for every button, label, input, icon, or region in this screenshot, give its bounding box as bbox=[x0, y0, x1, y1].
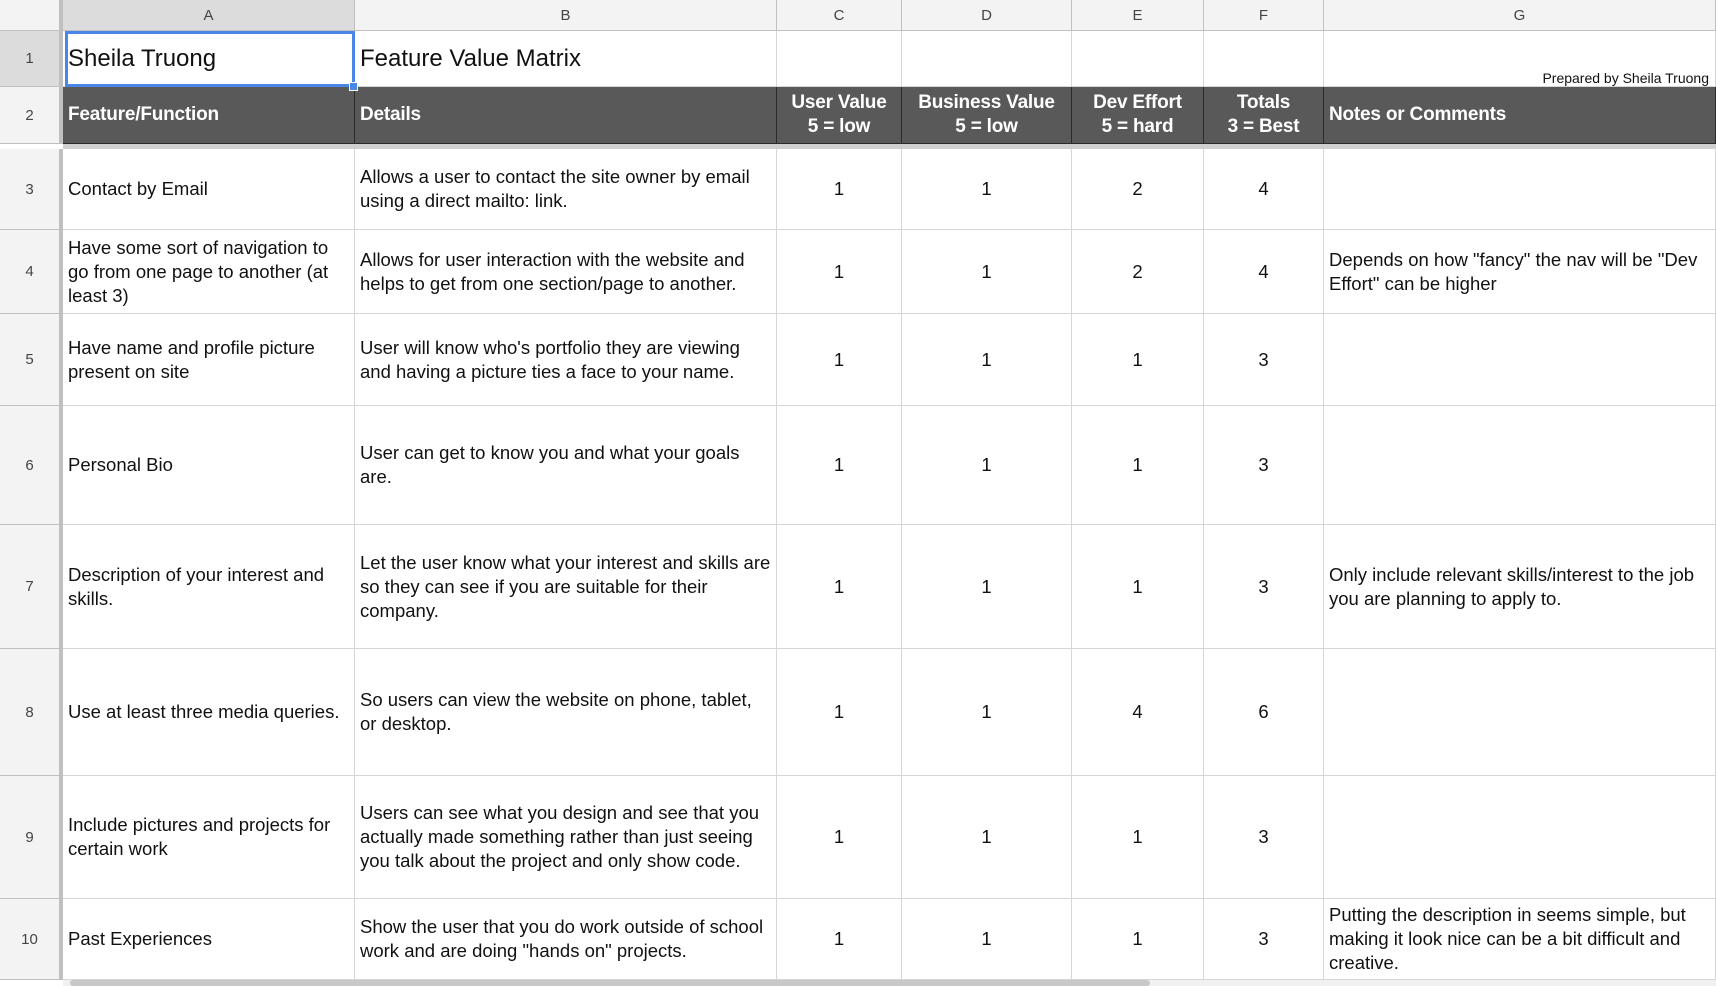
row-header-8[interactable]: 8 bbox=[0, 649, 63, 776]
cell-c1[interactable] bbox=[777, 31, 902, 87]
total-text: 3 bbox=[1258, 348, 1269, 370]
details-text: Show the user that you do work outside of school work and are doing "hands on" projects. bbox=[360, 916, 764, 961]
cell-notes[interactable] bbox=[1324, 314, 1716, 406]
total-text: 3 bbox=[1258, 928, 1269, 949]
header-user-value-line1: User Value bbox=[791, 92, 887, 113]
cell-total[interactable] bbox=[1204, 230, 1324, 314]
cell-user-value[interactable] bbox=[777, 899, 902, 980]
business-value-text: 1 bbox=[981, 454, 992, 475]
prepared-by-label: Prepared by Sheila Truong bbox=[1542, 70, 1709, 86]
cell-b1-title[interactable] bbox=[355, 31, 777, 87]
cell-dev-effort[interactable] bbox=[1072, 649, 1204, 776]
business-value-text: 1 bbox=[981, 260, 992, 282]
details-text: Users can see what you design and see that you actually made something rather than just seeing you talk about the project and only show code. bbox=[360, 802, 760, 871]
cell-business-value[interactable] bbox=[902, 649, 1072, 776]
cell-d1[interactable] bbox=[902, 31, 1072, 87]
user-value-text: 1 bbox=[833, 928, 845, 949]
dev-effort-text: 2 bbox=[1132, 178, 1143, 199]
cell-total[interactable] bbox=[1204, 525, 1324, 649]
feature-text: Description of your interest and skills. bbox=[68, 563, 325, 609]
row-header-7[interactable]: 7 bbox=[0, 525, 63, 649]
column-header-c[interactable]: C bbox=[777, 0, 902, 31]
cell-total[interactable] bbox=[1204, 406, 1324, 525]
dev-effort-text: 1 bbox=[1132, 575, 1143, 597]
cell-details[interactable] bbox=[355, 230, 777, 314]
cell-dev-effort[interactable] bbox=[1072, 406, 1204, 525]
cell-dev-effort[interactable] bbox=[1072, 776, 1204, 899]
notes-text: Putting the description in seems simple, but making it look nice can be a bit difficult and creative. bbox=[1329, 904, 1686, 973]
cell-business-value[interactable] bbox=[902, 314, 1072, 406]
cell-feature[interactable] bbox=[63, 776, 355, 899]
cell-feature[interactable] bbox=[63, 899, 355, 980]
header-notes[interactable] bbox=[1324, 87, 1716, 144]
fill-handle[interactable] bbox=[349, 82, 358, 91]
notes-text: Only include relevant skills/interest to the job you are planning to apply to. bbox=[1329, 563, 1695, 609]
cell-dev-effort[interactable] bbox=[1072, 230, 1204, 314]
feature-text: Have some sort of navigation to go from one page to another (at least 3) bbox=[68, 236, 329, 306]
feature-text: Include pictures and projects for certain work bbox=[68, 814, 331, 859]
horizontal-scrollbar-thumb[interactable] bbox=[70, 980, 1150, 986]
cell-e1[interactable] bbox=[1072, 31, 1204, 87]
cell-business-value[interactable] bbox=[902, 525, 1072, 649]
business-value-text: 1 bbox=[981, 928, 992, 949]
total-text: 3 bbox=[1258, 454, 1269, 475]
cell-dev-effort[interactable] bbox=[1072, 525, 1204, 649]
cell-notes[interactable] bbox=[1324, 525, 1716, 649]
cell-total[interactable] bbox=[1204, 899, 1324, 980]
details-text: User will know who's portfolio they are viewing and having a picture ties a face to your name. bbox=[360, 336, 740, 382]
business-value-text: 1 bbox=[981, 575, 992, 597]
cell-g1[interactable] bbox=[1324, 31, 1716, 87]
column-header-e[interactable]: E bbox=[1072, 0, 1204, 31]
cell-a1-name[interactable] bbox=[63, 31, 355, 87]
cell-total[interactable] bbox=[1204, 776, 1324, 899]
header-totals-line1: Totals bbox=[1236, 92, 1291, 113]
cell-user-value[interactable] bbox=[777, 649, 902, 776]
details-text: Allows for user interaction with the website and helps to get from one section/page to another. bbox=[360, 248, 745, 294]
details-text: Let the user know what your interest and skills are so they can see if you are suitable for their company. bbox=[360, 551, 771, 621]
header-business-value-line1: Business Value bbox=[918, 92, 1055, 113]
cell-business-value[interactable] bbox=[902, 406, 1072, 525]
business-value-text: 1 bbox=[981, 348, 992, 370]
cell-details[interactable] bbox=[355, 649, 777, 776]
dev-effort-text: 4 bbox=[1132, 701, 1143, 722]
row-header-9[interactable]: 9 bbox=[0, 776, 63, 899]
header-feature[interactable] bbox=[63, 87, 355, 144]
details-text: So users can view the website on phone, tablet, or desktop. bbox=[360, 689, 752, 734]
dev-effort-text: 1 bbox=[1132, 826, 1143, 847]
cell-feature[interactable] bbox=[63, 149, 355, 230]
feature-text: Use at least three media queries. bbox=[68, 701, 340, 722]
header-dev-effort-line2: 5 = hard bbox=[1101, 116, 1174, 137]
cell-feature[interactable] bbox=[63, 314, 355, 406]
cell-details[interactable] bbox=[355, 406, 777, 525]
feature-text: Personal Bio bbox=[68, 454, 173, 475]
cell-dev-effort[interactable] bbox=[1072, 314, 1204, 406]
cell-business-value[interactable] bbox=[902, 776, 1072, 899]
row-header-4[interactable]: 4 bbox=[0, 230, 63, 314]
header-details[interactable] bbox=[355, 87, 777, 144]
header-dev-effort[interactable] bbox=[1072, 87, 1204, 144]
cell-user-value[interactable] bbox=[777, 406, 902, 525]
feature-text: Have name and profile picture present on site bbox=[68, 336, 315, 382]
sheet-title: Feature Value Matrix bbox=[360, 44, 581, 72]
header-notes-label: Notes or Comments bbox=[1329, 104, 1507, 125]
business-value-text: 1 bbox=[981, 826, 992, 847]
feature-text: Past Experiences bbox=[68, 928, 212, 949]
user-value-text: 1 bbox=[833, 454, 845, 475]
row-header-5[interactable]: 5 bbox=[0, 314, 63, 406]
select-all-corner[interactable] bbox=[0, 0, 63, 31]
user-value-text: 1 bbox=[833, 701, 845, 722]
cell-user-value[interactable] bbox=[777, 525, 902, 649]
column-header-b[interactable]: B bbox=[355, 0, 777, 31]
cell-business-value[interactable] bbox=[902, 899, 1072, 980]
total-text: 6 bbox=[1258, 701, 1269, 722]
business-value-text: 1 bbox=[981, 701, 992, 722]
header-user-value-line2: 5 = low bbox=[807, 116, 871, 137]
column-header-a[interactable]: A bbox=[63, 0, 355, 31]
cell-dev-effort[interactable] bbox=[1072, 149, 1204, 230]
cell-details[interactable] bbox=[355, 149, 777, 230]
cell-details[interactable] bbox=[355, 314, 777, 406]
notes-text: Depends on how "fancy" the nav will be "Dev Effort" can be higher bbox=[1329, 248, 1698, 294]
header-user-value[interactable] bbox=[777, 87, 902, 144]
cell-feature[interactable] bbox=[63, 406, 355, 525]
dev-effort-text: 1 bbox=[1132, 454, 1143, 475]
column-header-d[interactable]: D bbox=[902, 0, 1072, 31]
cell-user-value[interactable] bbox=[777, 230, 902, 314]
cell-notes[interactable] bbox=[1324, 899, 1716, 980]
header-business-value-line2: 5 = low bbox=[955, 116, 1018, 137]
cell-total[interactable] bbox=[1204, 649, 1324, 776]
cell-feature[interactable] bbox=[63, 230, 355, 314]
header-feature-label: Feature/Function bbox=[68, 104, 219, 125]
row-header-2[interactable]: 2 bbox=[0, 87, 63, 144]
cell-user-value[interactable] bbox=[777, 314, 902, 406]
header-dev-effort-line1: Dev Effort bbox=[1093, 92, 1182, 113]
total-text: 3 bbox=[1258, 826, 1269, 847]
user-value-text: 1 bbox=[833, 348, 845, 370]
header-business-value[interactable] bbox=[902, 87, 1072, 144]
cell-business-value[interactable] bbox=[902, 230, 1072, 314]
cell-feature[interactable] bbox=[63, 525, 355, 649]
user-value-text: 1 bbox=[833, 575, 845, 597]
cell-feature[interactable] bbox=[63, 649, 355, 776]
user-value-text: 1 bbox=[833, 178, 845, 199]
total-text: 4 bbox=[1258, 178, 1269, 199]
details-text: User can get to know you and what your goals are. bbox=[360, 442, 740, 487]
row-header-10[interactable]: 10 bbox=[0, 899, 63, 980]
cell-details[interactable] bbox=[355, 776, 777, 899]
header-details-label: Details bbox=[360, 104, 421, 125]
cell-details[interactable] bbox=[355, 899, 777, 980]
total-text: 3 bbox=[1258, 575, 1269, 597]
header-totals-line2: 3 = Best bbox=[1227, 116, 1300, 137]
column-header-g[interactable]: G bbox=[1324, 0, 1716, 31]
row-header-3[interactable]: 3 bbox=[0, 149, 63, 230]
details-text: Allows a user to contact the site owner by email using a direct mailto: link. bbox=[360, 166, 750, 211]
cell-business-value[interactable] bbox=[902, 149, 1072, 230]
cell-notes[interactable] bbox=[1324, 649, 1716, 776]
user-value-text: 1 bbox=[833, 260, 845, 282]
feature-text: Contact by Email bbox=[68, 178, 208, 199]
header-totals[interactable] bbox=[1204, 87, 1324, 144]
cell-f1[interactable] bbox=[1204, 31, 1324, 87]
dev-effort-text: 1 bbox=[1132, 348, 1143, 370]
cell-total[interactable] bbox=[1204, 314, 1324, 406]
cell-details[interactable] bbox=[355, 525, 777, 649]
cell-user-value[interactable] bbox=[777, 776, 902, 899]
row-header-6[interactable]: 6 bbox=[0, 406, 63, 525]
user-value-text: 1 bbox=[833, 826, 845, 847]
business-value-text: 1 bbox=[981, 178, 992, 199]
cell-dev-effort[interactable] bbox=[1072, 899, 1204, 980]
cell-notes[interactable] bbox=[1324, 149, 1716, 230]
cell-user-value[interactable] bbox=[777, 149, 902, 230]
cell-notes[interactable] bbox=[1324, 406, 1716, 525]
total-text: 4 bbox=[1258, 260, 1269, 282]
row-header-1[interactable]: 1 bbox=[0, 31, 63, 87]
column-header-f[interactable]: F bbox=[1204, 0, 1324, 31]
dev-effort-text: 1 bbox=[1132, 928, 1143, 949]
cell-notes[interactable] bbox=[1324, 230, 1716, 314]
author-name: Sheila Truong bbox=[68, 44, 217, 72]
dev-effort-text: 2 bbox=[1132, 260, 1143, 282]
cell-notes[interactable] bbox=[1324, 776, 1716, 899]
cell-total[interactable] bbox=[1204, 149, 1324, 230]
